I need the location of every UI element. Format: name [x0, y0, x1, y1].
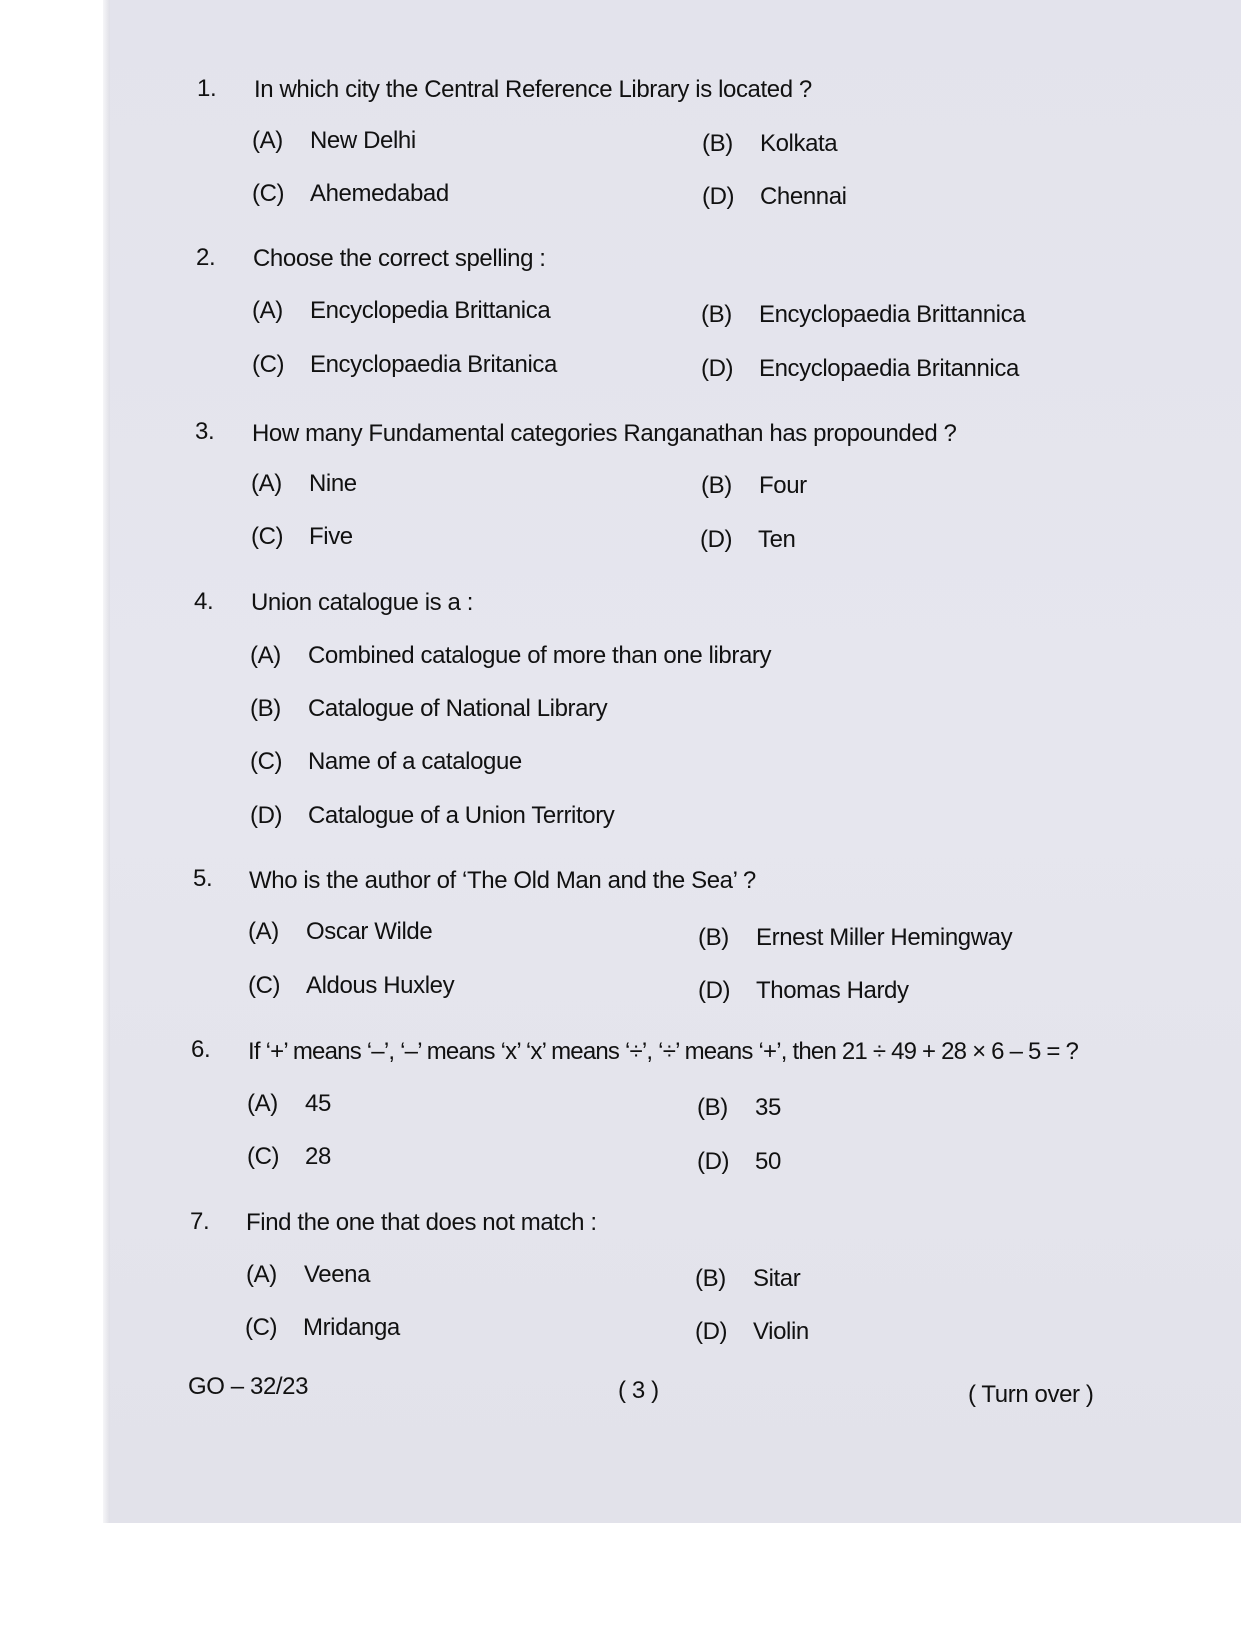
- question-3-option-c: [251, 523, 353, 551]
- question-7-option-a: [246, 1261, 370, 1289]
- question-6-option-d: [697, 1148, 781, 1176]
- option-text: Sitar: [753, 1265, 801, 1292]
- option-text: Name of a catalogue: [308, 748, 522, 775]
- question-7-option-c: [245, 1314, 400, 1342]
- question-6-option-c: [247, 1143, 331, 1171]
- question-5-number: 5.: [193, 865, 213, 892]
- option-label: (B): [250, 695, 281, 722]
- question-1-option-b: [702, 130, 837, 158]
- question-2-option-b: [701, 301, 1025, 329]
- question-6-option-b: [697, 1094, 781, 1122]
- question-1-number: 1.: [197, 75, 217, 102]
- option-text: Ten: [758, 526, 796, 553]
- question-2-option-a: [252, 297, 550, 325]
- option-text: Nine: [309, 470, 357, 497]
- option-text: Five: [309, 523, 353, 550]
- question-4-option-b: [250, 695, 607, 723]
- question-6-text: If ‘+’ means ‘–’, ‘–’ means ‘x’ ‘x’ means ‘÷’, ‘÷’ means ‘+’, then 21 ÷ 49 + 28 × 6 – 5 = ?: [248, 1038, 1079, 1065]
- option-label: (D): [695, 1318, 728, 1345]
- question-2-option-c: [252, 351, 557, 379]
- option-label: (C): [250, 748, 283, 775]
- option-label: (A): [246, 1261, 277, 1288]
- option-label: (A): [247, 1090, 278, 1117]
- option-label: (D): [697, 1148, 730, 1175]
- option-text: Ernest Miller Hemingway: [756, 924, 1013, 951]
- question-1-text: In which city the Central Reference Library is located ?: [254, 76, 812, 103]
- question-4-option-d: [250, 802, 614, 830]
- option-text: New Delhi: [310, 127, 416, 154]
- option-text: Encyclopaedia Britannica: [759, 355, 1019, 382]
- question-1-option-c: [252, 180, 449, 208]
- option-text: Kolkata: [760, 130, 838, 157]
- question-6-number: 6.: [191, 1036, 211, 1063]
- option-text: Encyclopaedia Brittannica: [759, 301, 1026, 328]
- question-1-option-a: [252, 127, 416, 155]
- option-label: (B): [698, 924, 729, 951]
- turn-over-note: ( Turn over ): [968, 1381, 1094, 1408]
- question-5-text: Who is the author of ‘The Old Man and the Sea’ ?: [249, 867, 756, 894]
- question-6-option-a: [247, 1090, 331, 1118]
- option-label: (B): [702, 130, 733, 157]
- option-label: (A): [248, 918, 279, 945]
- option-label: (B): [697, 1094, 728, 1121]
- option-text: Combined catalogue of more than one library: [308, 642, 772, 669]
- option-label: (D): [702, 183, 735, 210]
- option-text: 45: [305, 1090, 331, 1117]
- option-text: 35: [755, 1094, 781, 1121]
- option-label: (A): [250, 642, 281, 669]
- option-text: Four: [759, 472, 807, 499]
- option-label: (A): [252, 127, 283, 154]
- question-2-text: Choose the correct spelling :: [253, 245, 546, 272]
- option-label: (C): [248, 972, 281, 999]
- question-4-option-c: [250, 748, 522, 776]
- question-7-option-d: [695, 1318, 809, 1346]
- option-text: Thomas Hardy: [756, 977, 909, 1004]
- option-label: (A): [251, 470, 282, 497]
- question-5-option-d: [698, 977, 909, 1005]
- option-text: Violin: [753, 1318, 809, 1345]
- option-label: (C): [252, 180, 285, 207]
- option-text: 28: [305, 1143, 331, 1170]
- question-3-text: How many Fundamental categories Ranganathan has propounded ?: [252, 420, 957, 447]
- question-2-option-d: [701, 355, 1019, 383]
- question-3-option-a: [251, 470, 357, 498]
- option-text: Encyclopedia Brittanica: [310, 297, 551, 324]
- option-label: (D): [701, 355, 734, 382]
- option-label: (C): [251, 523, 284, 550]
- option-label: (C): [252, 351, 285, 378]
- option-label: (D): [250, 802, 283, 829]
- option-text: Mridanga: [303, 1314, 400, 1341]
- question-5-option-c: [248, 972, 454, 1000]
- option-label: (A): [252, 297, 283, 324]
- question-4-number: 4.: [194, 588, 214, 615]
- question-7-number: 7.: [190, 1208, 210, 1235]
- option-label: (C): [247, 1143, 280, 1170]
- option-text: Ahemedabad: [310, 180, 449, 207]
- question-3-option-d: [700, 526, 796, 554]
- option-text: Aldous Huxley: [306, 972, 455, 999]
- question-5-option-b: [698, 924, 1012, 952]
- question-2-number: 2.: [196, 244, 216, 271]
- option-text: Veena: [304, 1261, 371, 1288]
- option-text: Catalogue of a Union Territory: [308, 802, 615, 829]
- paper-code: GO – 32/23: [188, 1373, 309, 1400]
- question-1-option-d: [702, 183, 847, 211]
- question-3-option-b: [701, 472, 807, 500]
- option-label: (D): [700, 526, 733, 553]
- option-text: Chennai: [760, 183, 847, 210]
- question-7-text: Find the one that does not match :: [246, 1209, 597, 1236]
- question-4-text: Union catalogue is a :: [251, 589, 474, 616]
- option-label: (B): [701, 472, 732, 499]
- option-text: Catalogue of National Library: [308, 695, 608, 722]
- option-text: 50: [755, 1148, 781, 1175]
- option-label: (C): [245, 1314, 278, 1341]
- option-label: (B): [695, 1265, 726, 1292]
- option-text: Oscar Wilde: [306, 918, 433, 945]
- question-5-option-a: [248, 918, 432, 946]
- question-3-number: 3.: [195, 418, 215, 445]
- option-text: Encyclopaedia Britanica: [310, 351, 557, 378]
- question-4-option-a: [250, 642, 771, 670]
- question-7-option-b: [695, 1265, 800, 1293]
- option-label: (B): [701, 301, 732, 328]
- option-label: (D): [698, 977, 731, 1004]
- page-number: ( 3 ): [618, 1377, 659, 1404]
